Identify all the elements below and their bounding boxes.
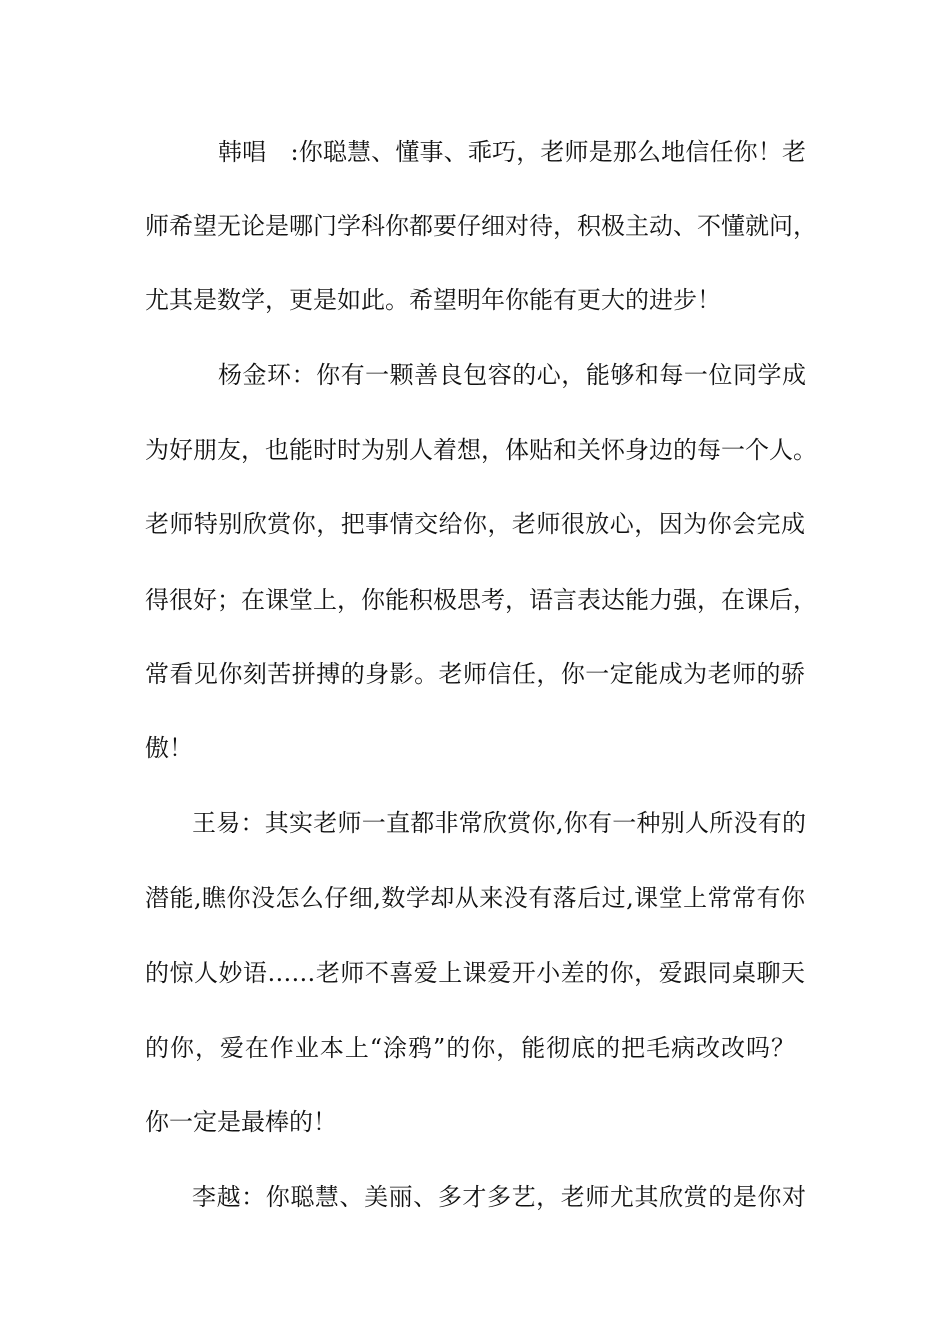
text-line: 杨金环：你有一颗善良包容的心，能够和每一位同学成 <box>218 361 806 389</box>
text-line: 你一定是最棒的！ <box>145 1108 337 1136</box>
text-line: 王易：其实老师一直都非常欣赏你,你有一种别人所没有的 <box>192 809 806 837</box>
text-line: 韩唱 :你聪慧、懂事、乖巧，老师是那么地信任你！老 <box>218 138 806 166</box>
text-line: 的惊人妙语……老师不喜爱上课爱开小差的你，爱跟同桌聊天 <box>145 959 805 987</box>
text-line: 尤其是数学，更是如此。希望明年你能有更大的进步！ <box>145 286 721 314</box>
text-line: 傲！ <box>145 734 193 762</box>
text-line: 老师特别欣赏你，把事情交给你，老师很放心，因为你会完成 <box>145 510 805 538</box>
text-line: 的你，爱在作业本上“涂鸦”的你，能彻底的把毛病改改吗？ <box>145 1034 795 1062</box>
text-line: 李越：你聪慧、美丽、多才多艺，老师尤其欣赏的是你对 <box>192 1183 806 1211</box>
text-line: 潜能,瞧你没怎么仔细,数学却从来没有落后过,课堂上常常有你 <box>145 884 805 912</box>
text-line: 为好朋友，也能时时为别人着想，体贴和关怀身边的每一个人。 <box>145 436 817 464</box>
text-line: 常看见你刻苦拼搏的身影。老师信任，你一定能成为老师的骄 <box>145 660 805 688</box>
text-line: 得很好；在课堂上，你能积极思考，语言表达能力强，在课后， <box>145 586 817 614</box>
text-line: 师希望无论是哪门学科你都要仔细对待，积极主动、不懂就问， <box>145 212 817 240</box>
